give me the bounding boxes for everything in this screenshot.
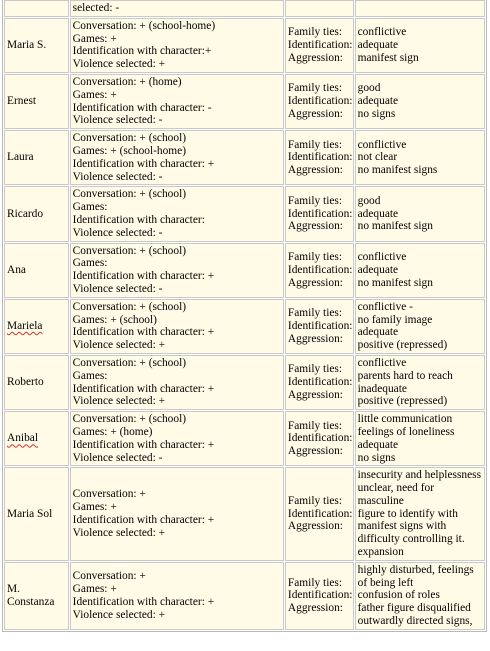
label-family: Family ties: [287, 363, 343, 376]
result-line: conflictive [357, 356, 407, 369]
activity-cell [70, 411, 284, 466]
activity-line: Games: + [72, 32, 117, 45]
category-label-cell [285, 299, 354, 354]
name-cell [4, 243, 69, 298]
activity-line: Games: [72, 201, 108, 214]
activity-line: Games: + (school) [72, 313, 157, 326]
participant-name: Ricardo [7, 207, 44, 220]
result-line: no manifest sign [357, 220, 433, 233]
category-label-cell [285, 562, 354, 630]
label-family: Family ties: [287, 194, 343, 207]
label-identification: Identification: [287, 507, 353, 520]
result-line: adequate [357, 207, 399, 220]
label-family: Family ties: [287, 26, 343, 39]
activity-line: Conversation: + (school) [72, 244, 187, 257]
result-cell [355, 562, 485, 630]
activity-line: Games: + (home) [72, 425, 153, 438]
result-line: manifest sign [357, 51, 419, 64]
name-cell-empty [4, 0, 69, 17]
result-line: manifest signs with [357, 520, 447, 533]
label-identification: Identification: [287, 319, 353, 332]
result-line: inadequate [357, 382, 407, 395]
table-row [4, 562, 485, 630]
name-cell [4, 467, 69, 561]
activity-line: Conversation: + [72, 488, 146, 501]
activity-cell [70, 243, 284, 298]
activity-line: Identification with character: - [72, 101, 212, 114]
result-cell [355, 18, 485, 73]
name-cell [4, 562, 69, 630]
result-cell [355, 411, 485, 466]
label-family: Family ties: [287, 82, 343, 95]
activity-line: Violence selected: + [72, 58, 166, 71]
table-row [4, 411, 485, 466]
result-cell [355, 130, 485, 185]
result-line: difficulty controlling it. [357, 533, 465, 546]
name-cell [4, 74, 69, 129]
label-identification: Identification: [287, 376, 353, 389]
table-row [4, 130, 485, 185]
result-line: masculine [357, 494, 404, 507]
result-line: positive (repressed) [357, 395, 448, 408]
activity-line: Games: [72, 257, 108, 270]
result-line: conflictive [357, 250, 407, 263]
activity-line: Games: + (school-home) [72, 144, 187, 157]
activity-cell [70, 18, 284, 73]
result-line: adequate [357, 263, 399, 276]
label-cell-empty [285, 0, 354, 17]
result-line: no manifest sign [357, 276, 433, 289]
name-cell [4, 130, 69, 185]
result-line: outwardly directed signs, [357, 615, 473, 628]
result-cell [355, 243, 485, 298]
result-line: adequate [357, 438, 399, 451]
activity-line: Violence selected: + [72, 339, 166, 352]
table-row [4, 299, 485, 354]
category-label-cell [285, 243, 354, 298]
result-line: conflictive [357, 138, 407, 151]
participant-name: Mariela [7, 319, 43, 332]
label-aggression: Aggression: [287, 388, 343, 401]
activity-line: Violence selected: - [72, 451, 163, 464]
result-line: no signs [357, 107, 396, 120]
table-row-continued [4, 0, 485, 17]
activity-line: Identification with character: + [72, 326, 215, 339]
activity-line: Conversation: + (school) [72, 300, 187, 313]
result-cell [355, 186, 485, 241]
activity-line: Games: [72, 369, 108, 382]
result-line: unclear, need for [357, 482, 435, 495]
activity-line: Games: + [72, 501, 117, 514]
result-line: figure to identify with [357, 507, 458, 520]
activity-line: Conversation: + (school) [72, 356, 187, 369]
result-line: insecurity and helplessness [357, 469, 481, 482]
result-line: adequate [357, 38, 399, 51]
results-table-body [4, 0, 485, 630]
activity-line: Violence selected: + [72, 608, 166, 621]
table-row [4, 186, 485, 241]
activity-cell [70, 467, 284, 561]
label-identification: Identification: [287, 38, 353, 51]
result-line: little communication [357, 413, 453, 426]
activity-line: Violence selected: + [72, 526, 166, 539]
label-aggression: Aggression: [287, 276, 343, 289]
category-label-cell [285, 18, 354, 73]
category-label-cell [285, 74, 354, 129]
activity-cell [70, 74, 284, 129]
category-label-cell [285, 411, 354, 466]
result-line: good [357, 82, 381, 95]
results-table [2, 0, 487, 632]
result-line: conflictive [357, 26, 407, 39]
label-identification: Identification: [287, 263, 353, 276]
result-line: good [357, 194, 381, 207]
label-family: Family ties: [287, 576, 343, 589]
activity-cell [70, 355, 284, 410]
participant-name: Roberto [7, 376, 44, 389]
label-family: Family ties: [287, 307, 343, 320]
activity-line: Conversation: + (school) [72, 132, 187, 145]
participant-name: Maria S. [7, 38, 47, 51]
participant-name: Ernest [7, 95, 37, 108]
name-cell [4, 18, 69, 73]
participant-name: Laura [7, 151, 34, 164]
name-cell [4, 299, 69, 354]
activity-cell [70, 299, 284, 354]
table-row [4, 243, 485, 298]
conversation-cell [70, 0, 284, 17]
activity-line: Violence selected: - [72, 282, 163, 295]
category-label-cell [285, 355, 354, 410]
result-line: confusion of roles [357, 589, 440, 602]
table-row [4, 467, 485, 561]
result-line: of being left [357, 576, 414, 589]
activity-line: Violence selected: + [72, 395, 166, 408]
result-line: conflictive - [357, 300, 413, 313]
activity-cell [70, 186, 284, 241]
activity-line: Identification with character: + [72, 382, 215, 395]
result-cell-empty [355, 0, 485, 17]
label-family: Family ties: [287, 494, 343, 507]
activity-line: Identification with character: [72, 213, 205, 226]
result-cell [355, 355, 485, 410]
category-label-cell [285, 467, 354, 561]
participant-name: Ana [7, 263, 26, 276]
name-cell [4, 186, 69, 241]
result-cell [355, 299, 485, 354]
participant-name: Anibal [7, 432, 39, 445]
result-line: adequate [357, 326, 399, 339]
activity-line: Identification with character: + [72, 514, 215, 527]
result-line: not clear [357, 151, 398, 164]
activity-line: Games: + [72, 583, 117, 596]
label-identification: Identification: [287, 151, 353, 164]
result-line: adequate [357, 95, 399, 108]
label-aggression: Aggression: [287, 220, 343, 233]
label-aggression: Aggression: [287, 164, 343, 177]
label-identification: Identification: [287, 589, 353, 602]
result-line: expansion [357, 546, 404, 559]
label-aggression: Aggression: [287, 445, 343, 458]
participant-name: M. Constanza [7, 583, 55, 608]
category-label-cell [285, 186, 354, 241]
table-row [4, 18, 485, 73]
label-aggression: Aggression: [287, 520, 343, 533]
label-aggression: Aggression: [287, 332, 343, 345]
label-family: Family ties: [287, 250, 343, 263]
activity-line: Identification with character: + [72, 438, 215, 451]
table-row [4, 74, 485, 129]
activity-line: Games: + [72, 88, 117, 101]
result-line: highly disturbed, feelings [357, 563, 474, 576]
activity-line: Conversation: + [72, 570, 146, 583]
continued-text: selected: - [72, 2, 120, 14]
activity-line: Violence selected: - [72, 114, 163, 127]
participant-name: Maria Sol [7, 507, 53, 520]
activity-cell [70, 130, 284, 185]
result-cell [355, 467, 485, 561]
result-line: no signs [357, 451, 396, 464]
label-identification: Identification: [287, 432, 353, 445]
label-aggression: Aggression: [287, 51, 343, 64]
label-family: Family ties: [287, 138, 343, 151]
result-line: father figure disqualified [357, 602, 471, 615]
label-identification: Identification: [287, 95, 353, 108]
name-cell [4, 355, 69, 410]
label-identification: Identification: [287, 207, 353, 220]
activity-line: Identification with character: + [72, 270, 215, 283]
activity-line: Identification with character: + [72, 595, 215, 608]
label-family: Family ties: [287, 419, 343, 432]
category-label-cell [285, 130, 354, 185]
activity-line: Conversation: + (school) [72, 188, 187, 201]
activity-line: Violence selected: - [72, 226, 163, 239]
activity-line: Conversation: + (home) [72, 75, 182, 88]
result-line: parents hard to reach [357, 369, 453, 382]
activity-line: Identification with character:+ [72, 45, 212, 58]
result-line: positive (repressed) [357, 339, 448, 352]
activity-line: Identification with character: + [72, 157, 215, 170]
activity-line: Violence selected: - [72, 170, 163, 183]
result-cell [355, 74, 485, 129]
label-aggression: Aggression: [287, 107, 343, 120]
name-cell [4, 411, 69, 466]
activity-line: Conversation: + (school) [72, 413, 187, 426]
result-line: feelings of loneliness [357, 425, 455, 438]
activity-line: Conversation: + (school-home) [72, 19, 216, 32]
result-line: no family image [357, 313, 433, 326]
table-row [4, 355, 485, 410]
label-aggression: Aggression: [287, 602, 343, 615]
result-line: no manifest signs [357, 164, 438, 177]
activity-cell [70, 562, 284, 630]
